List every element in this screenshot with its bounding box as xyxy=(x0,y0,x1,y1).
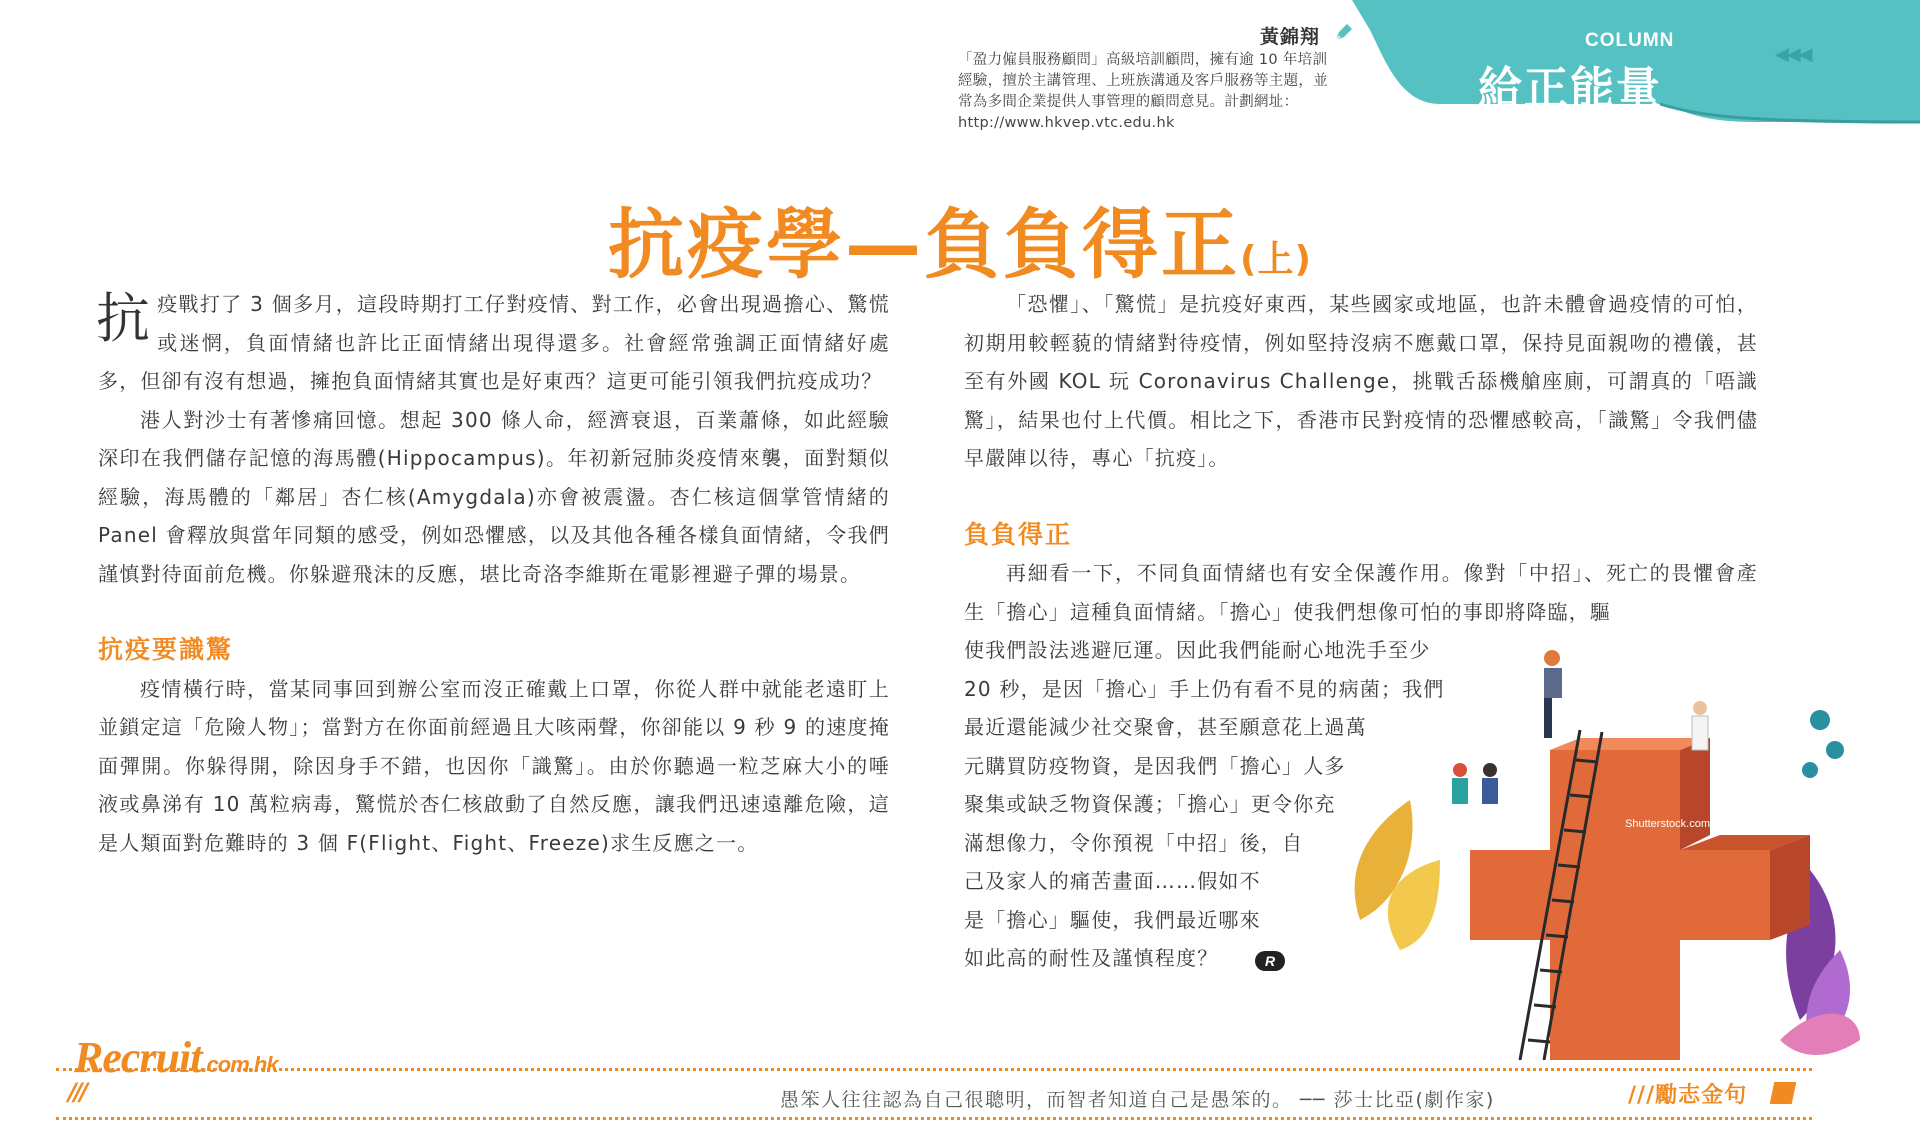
column-label-zh: 給正能量 xyxy=(1478,63,1662,114)
article-title-main: 抗疫學—負負得正 xyxy=(608,200,1241,289)
motto-box-icon xyxy=(1770,1082,1797,1104)
text-line: 聚集或缺乏物資保護；「擔心」更令你充 xyxy=(964,792,1336,816)
medical-cross-illustration xyxy=(1340,620,1860,1060)
recruit-logo[interactable] xyxy=(74,1032,278,1083)
text-line: 20 秒，是因「擔心」手上仍有看不見的病菌；我們 xyxy=(964,676,1445,701)
recruit-end-mark-icon xyxy=(1254,950,1286,972)
illustration-credit: Shutterstock.com xyxy=(1625,818,1710,830)
footer-quote: 愚笨人往往認為自己很聰明，而智者知道自己是愚笨的。 ── 莎士比亞(劇作家) xyxy=(780,1089,1495,1111)
article-title-sub: (上) xyxy=(1240,239,1312,280)
section-heading-1: 抗疫要識驚 xyxy=(98,635,234,664)
left-paragraph-1: 疫戰打了 3 個多月，這段時期打工仔對疫情、對工作，必會出現過擔心、驚慌或迷惘，負面情緒也許比正面情緒出現得還多。社會經常強調正面情緒好處多，但卻有沒有想過，擁抱負面情緒其實也是好東西？這更可能引領我們抗疫成功？ xyxy=(98,292,890,393)
right-paragraph-1: 「恐懼」、「驚慌」是抗疫好東西，某些國家或地區，也許未體會過疫情的可怕，初期用較輕藐的情緒對待疫情，例如堅持沒病不應戴口罩，保持見面親吻的禮儀，甚至有外國 KOL 玩 Coronavirus Challenge，挑戰舌舔機艙座廁，可謂真的「唔識驚」，結果也付上代價。相比之下，香港市民對疫情的恐懼感較高，「識驚」令我們儘早嚴陣以待，專心「抗疫」。 xyxy=(964,292,1758,470)
left-column xyxy=(98,285,890,862)
svg-text:R: R xyxy=(1264,953,1276,969)
footer-slashes: /// xyxy=(68,1078,86,1106)
column-label-en: COLUMN xyxy=(1585,30,1675,51)
author-bio: 「盈力僱員服務顧問」高級培訓顧問，擁有逾 10 年培訓經驗，擅於主講管理、上班族溝通及客戶服務等主題，並常為多間企業提供人事管理的顧問意見。計劃網址：http://www.hkvep.vtc.edu.hk xyxy=(958,52,1328,131)
back-arrows-icon[interactable]: ◀◀◀ xyxy=(1775,44,1811,65)
pen-icon xyxy=(1332,22,1354,44)
text-line: 滿想像力，令你預視「中招」後，自 xyxy=(964,830,1304,855)
logo-domain: .com.hk xyxy=(201,1052,278,1077)
left-paragraph-2: 港人對沙士有著慘痛回憶。想起 300 條人命，經濟衰退，百業蕭條，如此經驗深印在我們儲存記憶的海馬體(Hippocampus)。年初新冠肺炎疫情來襲，面對類似經驗，海馬體的「鄰居」杏仁核(Amygdala)亦會被震盪。杏仁核這個掌管情緒的 Panel 會釋放與當年同類的感受，例如恐懼感，以及其他各種各樣負面情緒，令我們謹慎對待面前危機。你躲避飛沫的反應，堪比奇洛李維斯在電影裡避子彈的場景。 xyxy=(98,407,890,586)
text-line: 己及家人的痛苦畫面……假如不 xyxy=(964,869,1261,893)
section-heading-2: 負負得正 xyxy=(964,519,1073,549)
drop-cap: 抗 xyxy=(96,287,152,350)
text-line: 是「擔心」驅使，我們最近哪來 xyxy=(964,907,1261,932)
text-line: 使我們設法逃避厄運。因此我們能耐心地洗手至少 xyxy=(964,638,1431,662)
left-paragraph-3: 疫情橫行時，當某同事回到辦公室而沒正確戴上口罩，你從人群中就能老遠盯上並鎖定這「危險人物」；當對方在你面前經過且大咳兩聲，你卻能以 9 秒 9 的速度掩面彈開。你躲得開，除因身手不錯，也因你「識驚」。由於你聽過一粒芝麻大小的唾液或鼻涕有 10 萬粒病毒，驚慌於杏仁核啟動了自然反應，讓我們迅速遠離危險，這是人類面對危難時的 3 個 F(Flight、Fight、Freeze)求生反應之一。 xyxy=(98,676,890,855)
author-name: 黃錦翔 xyxy=(1260,26,1321,48)
text-line: 最近還能減少社交聚會，甚至願意花上過萬 xyxy=(964,715,1367,739)
footer-motto-label: ///勵志金句 xyxy=(1628,1083,1748,1108)
right-paragraph-2: 再細看一下，不同負面情緒也有安全保護作用。像對「中招」、死亡的畏懼會產生「擔心」這種負面情緒。「擔心」使我們想像可怕的事即將降臨，驅 xyxy=(964,561,1758,624)
logo-main: Recruit xyxy=(74,1033,202,1082)
text-line: 元購買防疫物資，是因我們「擔心」人多 xyxy=(964,753,1346,778)
text-line: 如此高的耐性及謹慎程度？ xyxy=(964,946,1219,970)
